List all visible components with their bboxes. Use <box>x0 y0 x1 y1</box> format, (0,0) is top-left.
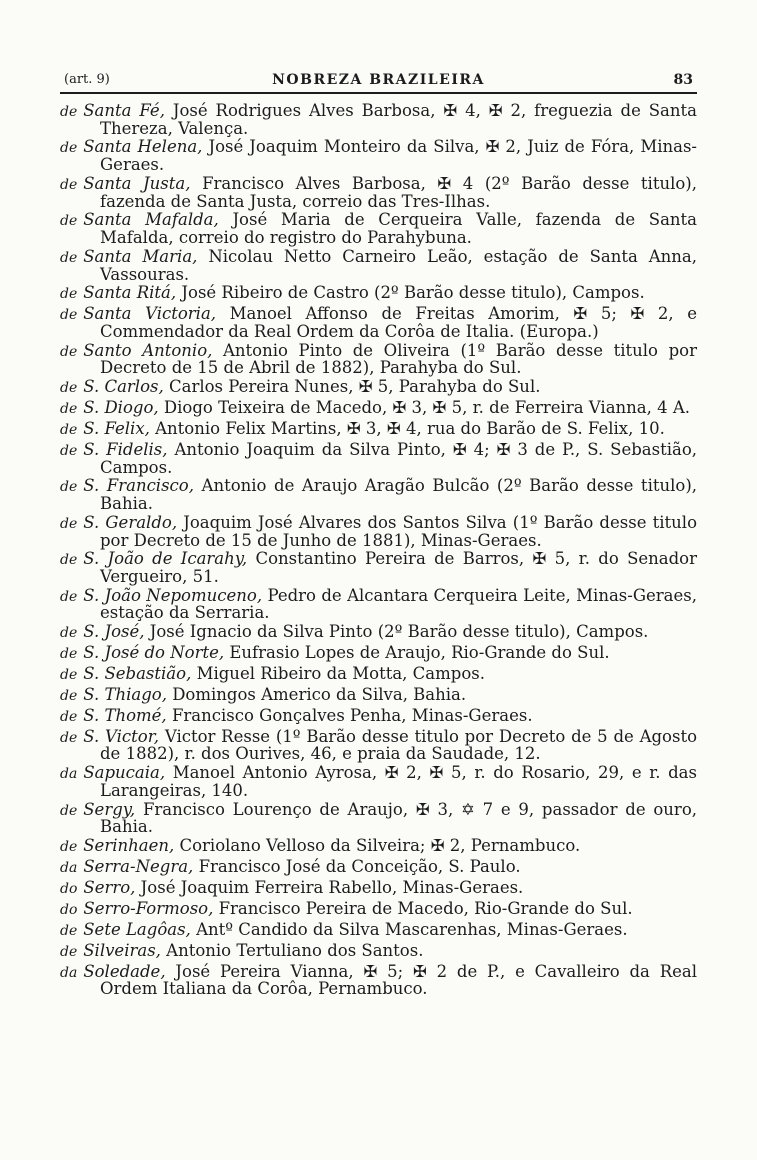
entry-preposition: de <box>60 688 78 705</box>
list-item <box>60 340 697 378</box>
list-item <box>60 439 698 477</box>
entry-text: José Joaquim Monteiro da Silva, ✠ 2, Juiz de Fóra, Minas-Geraes. <box>100 137 697 175</box>
entry-text: Eufrasio Lopes de Araujo, Rio-Grande do Sul. <box>229 643 610 663</box>
list-item <box>60 726 698 764</box>
entry-list <box>60 103 697 1000</box>
entry-preposition: de <box>60 552 78 569</box>
entry-text: Francisco Pereira de Macedo, Rio-Grande do Sul. <box>218 898 633 918</box>
entry-title: Santa Ritá, <box>83 283 177 303</box>
entry-text: Manoel Antonio Ayrosa, ✠ 2, ✠ 5, r. do Rosario, 29, e r. das Larangeiras, 140. <box>100 763 697 800</box>
entry-text: Nicolau Netto Carneiro Leão, estação de Santa Anna, Vassouras. <box>100 246 697 284</box>
entry-title: Soledade, <box>83 961 166 981</box>
entry-text: Manoel Affonso de Freitas Amorim, ✠ 5; ✠ 2, e Commendador da Real Ordem da Corôa de Italia. (Europa.) <box>100 304 697 341</box>
entry-text: Antonio Joaquim da Silva Pinto, ✠ 4; ✠ 3 de P., S. Sebastião, Campos. <box>100 439 698 477</box>
entry-preposition: da <box>60 766 78 783</box>
entry-title: Silveiras, <box>83 940 161 960</box>
list-item <box>60 687 697 705</box>
entry-preposition: de <box>60 708 78 725</box>
entry-preposition: de <box>60 422 78 439</box>
entry-title: S. Carlos, <box>83 377 164 397</box>
entry-title: S. Francisco, <box>83 476 194 496</box>
list-item <box>60 400 697 418</box>
entry-preposition: de <box>60 802 78 819</box>
entry-preposition: de <box>60 140 78 157</box>
entry-text: Antonio de Araujo Aragão Bulcão (2º Barão desse titulo), Bahia. <box>100 476 697 514</box>
entry-preposition: de <box>60 307 78 324</box>
entry-preposition: de <box>60 943 78 960</box>
entry-preposition: de <box>60 213 78 230</box>
list-item <box>60 137 697 175</box>
entry-title: Santa Justa, <box>83 173 191 193</box>
list-item <box>60 705 697 726</box>
running-title: NOBREZA BRAZILEIRA <box>272 72 485 88</box>
list-item <box>60 919 697 940</box>
entry-preposition: do <box>60 881 78 898</box>
entry-text: José Ribeiro de Castro (2º Barão desse titulo), Campos. <box>181 283 645 303</box>
entry-title: S. João Nepomuceno, <box>83 585 263 605</box>
list-item <box>60 512 697 550</box>
entry-title: Sete Lagôas, <box>83 919 191 939</box>
list-item <box>60 799 697 837</box>
entry-text: Victor Resse (1º Barão desse titulo por Decreto de 5 de Agosto de 1882), r. dos Ourives, 46, e praia da Saudade, 12. <box>100 726 698 764</box>
entry-preposition: de <box>60 343 78 360</box>
entry-preposition: de <box>60 839 78 856</box>
entry-title: Sapucaia, <box>83 763 166 783</box>
entry-title: S. Diogo, <box>83 398 159 418</box>
entry-preposition: de <box>60 442 78 459</box>
entry-preposition: de <box>60 588 78 605</box>
entry-preposition: de <box>60 729 78 746</box>
entry-title: Santa Helena, <box>83 137 203 157</box>
entry-title: Sergy, <box>83 799 136 819</box>
entry-text: Joaquim José Alvares dos Santos Silva (1º Barão desse titulo por Decreto de 15 de Junho de 1881), Minas-Geraes. <box>100 512 697 550</box>
list-item <box>60 859 697 877</box>
list-item <box>60 898 697 919</box>
list-item <box>60 285 697 303</box>
list-item <box>60 306 697 339</box>
entry-text: José Maria de Cerqueira Valle, fazenda de Santa Mafalda, correio do registro do Parahybuna. <box>100 210 697 248</box>
list-item <box>60 246 697 284</box>
entry-title: S. José do Norte, <box>83 643 225 663</box>
entry-preposition: do <box>60 901 78 918</box>
list-item <box>60 961 697 999</box>
list-item <box>60 476 697 514</box>
list-item <box>60 666 697 684</box>
entry-text: José Joaquim Ferreira Rabello, Minas-Geraes. <box>140 878 524 898</box>
entry-preposition: da <box>60 964 78 981</box>
page-header <box>60 72 697 94</box>
entry-preposition: de <box>60 646 78 663</box>
list-item <box>60 624 697 642</box>
list-item <box>60 421 697 439</box>
entry-text: Antº Candido da Silva Mascarenhas, Minas-Geraes. <box>196 919 628 939</box>
entry-text: Francisco Alves Barbosa, ✠ 4 (2º Barão desse titulo), fazenda de Santa Justa, correio das Tres-Ilhas. <box>100 173 697 211</box>
entry-title: S. João de Icarahy, <box>83 549 248 569</box>
list-item <box>60 838 697 856</box>
entry-title: S. Sebastião, <box>83 664 192 684</box>
entry-title: Serro, <box>83 878 136 898</box>
entry-title: S. Thiago, <box>83 685 167 705</box>
list-item <box>60 379 697 397</box>
entry-preposition: de <box>60 922 78 939</box>
entry-text: Francisco José da Conceição, S. Paulo. <box>198 857 521 877</box>
entry-preposition: de <box>60 515 78 532</box>
entry-text: Coriolano Velloso da Silveira; ✠ 2, Pernambuco. <box>179 836 581 856</box>
entry-title: Santo Antonio, <box>83 340 213 360</box>
entry-text: Miguel Ribeiro da Motta, Campos. <box>196 664 485 684</box>
list-item <box>60 210 697 248</box>
entry-text: José Pereira Vianna, ✠ 5; ✠ 2 de P., e Cavalleiro da Real Ordem Italiana da Corôa, Pernambuco. <box>100 961 697 999</box>
list-item <box>60 551 697 584</box>
entry-title: Serra-Negra, <box>83 857 194 877</box>
entry-preposition: de <box>60 625 78 642</box>
entry-text: Domingos Americo da Silva, Bahia. <box>172 685 467 705</box>
entry-title: Santa Maria, <box>83 246 198 266</box>
entry-text: Diogo Teixeira de Macedo, ✠ 3, ✠ 5, r. de Ferreira Vianna, 4 A. <box>163 398 691 418</box>
entry-title: S. José, <box>83 622 145 642</box>
entry-preposition: de <box>60 667 78 684</box>
entry-text: Carlos Pereira Nunes, ✠ 5, Parahyba do Sul. <box>168 377 541 397</box>
entry-title: Santa Victoria, <box>83 304 217 324</box>
entry-preposition: de <box>60 249 78 266</box>
entry-text: Antonio Felix Martins, ✠ 3, ✠ 4, rua do Barão de S. Felix, 10. <box>155 419 665 439</box>
entry-text: Antonio Pinto de Oliveira (1º Barão desse titulo por Decreto de 15 de Abril de 1882), Parahyba do Sul. <box>100 340 697 378</box>
list-item <box>60 880 697 898</box>
entry-text: Antonio Tertuliano dos Santos. <box>166 940 424 960</box>
entry-preposition: da <box>60 860 78 877</box>
entry-title: S. Felix, <box>83 419 150 439</box>
entry-text: José Rodrigues Alves Barbosa, ✠ 4, ✠ 2, freguezia de Santa Thereza, Valença. <box>100 101 697 138</box>
entry-preposition: de <box>60 286 78 303</box>
list-item <box>60 103 697 136</box>
entry-preposition: de <box>60 176 78 193</box>
entry-preposition: de <box>60 401 78 418</box>
list-item <box>60 173 697 211</box>
page-number: 83 <box>673 72 693 88</box>
list-item <box>60 940 697 961</box>
list-item <box>60 765 697 798</box>
entry-title: S. Victor, <box>83 726 160 746</box>
list-item <box>60 585 697 623</box>
entry-preposition: de <box>60 380 78 397</box>
entry-title: Serro-Formoso, <box>83 898 214 918</box>
entry-text: Francisco Lourenço de Araujo, ✠ 3, ✡ 7 e 9, passador de ouro, Bahia. <box>100 799 697 837</box>
entry-text: Pedro de Alcantara Cerqueira Leite, Minas-Geraes, estação da Serraria. <box>100 585 697 623</box>
entry-title: S. Geraldo, <box>83 512 178 532</box>
entry-preposition: de <box>60 479 78 496</box>
entry-title: Serinhaen, <box>83 836 175 856</box>
list-item <box>60 645 697 663</box>
entry-title: S. Fidelis, <box>83 439 168 459</box>
entry-title: Santa Mafalda, <box>83 210 219 230</box>
entry-text: José Ignacio da Silva Pinto (2º Barão desse titulo), Campos. <box>149 622 649 642</box>
entry-title: S. Thomé, <box>83 705 167 725</box>
entry-text: Francisco Gonçalves Penha, Minas-Geraes. <box>171 705 533 725</box>
entry-title: Santa Fé, <box>83 101 165 120</box>
article-reference: (art. 9) <box>64 72 110 87</box>
entry-text: Constantino Pereira de Barros, ✠ 5, r. do Senador Vergueiro, 51. <box>100 549 698 586</box>
entry-preposition: de <box>60 104 78 120</box>
